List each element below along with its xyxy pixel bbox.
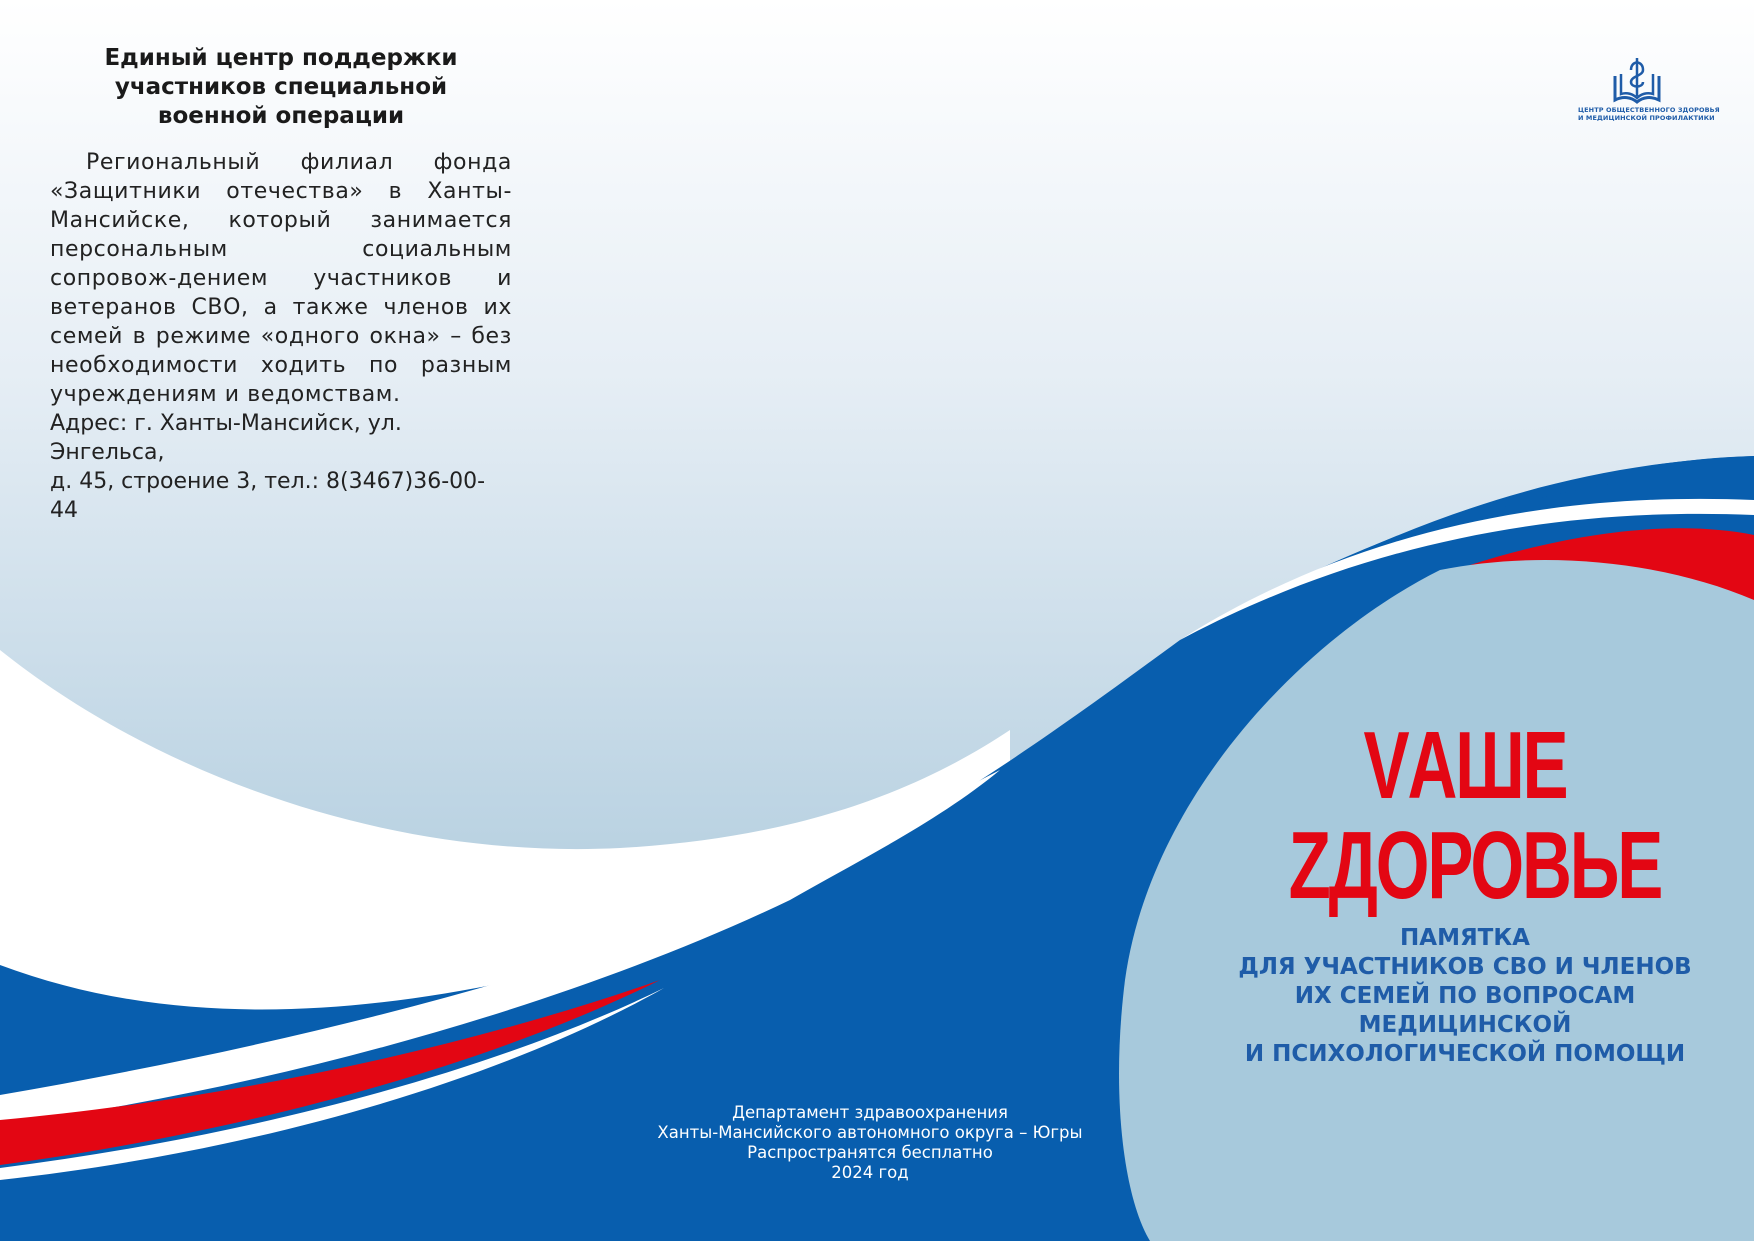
cover-subtitle-line: ДЛЯ УЧАСТНИКОВ СВО И ЧЛЕНОВ <box>1238 954 1692 980</box>
publisher-info <box>640 1103 1100 1183</box>
cover-subtitle <box>1210 924 1720 1069</box>
cover-title <box>1220 712 1710 919</box>
cover-subtitle-line: И ПСИХОЛОГИЧЕСКОЙ ПОМОЩИ <box>1244 1041 1686 1067</box>
cover-title-line: ZДОРОВЬЕ <box>1288 812 1662 919</box>
medical-book-icon <box>1611 56 1663 106</box>
health-center-logo <box>1578 56 1720 122</box>
support-center-title-line: Единый центр поддержки <box>104 45 458 71</box>
cover-subtitle-line: МЕДИЦИНСКОЙ <box>1358 1012 1572 1038</box>
publisher-line: Ханты-Мансийского автономного округа – Югры <box>657 1123 1083 1142</box>
address-line: д. 45, строение 3, тел.: 8(3467)36-00-44 <box>50 469 486 523</box>
distribution-note: Распространятся бесплатно <box>747 1143 993 1162</box>
support-center-title-line: участников специальной <box>114 74 448 100</box>
support-center-description <box>50 148 512 525</box>
support-center-title <box>50 44 512 131</box>
logo-caption-line: И МЕДИЦИНСКОЙ ПРОФИЛАКТИКИ <box>1578 114 1715 122</box>
support-center-title-line: военной операции <box>157 103 405 129</box>
cover-title-line: VАШЕ <box>1363 712 1567 819</box>
publisher-line: Департамент здравоохранения <box>732 1103 1008 1122</box>
description-paragraph: Региональный филиал фонда «Защитники отечества» в Ханты-Мансийске, который занимается персональным социальным сопровож-дением участников и ветеранов СВО, а также членов их семей в режиме «одного окна» – без необходимости ходить по разным учреждениям и ведомствам. <box>50 150 512 407</box>
publication-year: 2024 год <box>831 1163 909 1182</box>
logo-caption-line: ЦЕНТР ОБЩЕСТВЕННОГО ЗДОРОВЬЯ <box>1578 106 1720 114</box>
cover-subtitle-line: ПАМЯТКА <box>1400 925 1530 951</box>
address-line: Адрес: г. Ханты-Мансийск, ул. Энгельса, <box>50 411 402 465</box>
cover-subtitle-line: ИХ СЕМЕЙ ПО ВОПРОСАМ <box>1294 983 1636 1009</box>
